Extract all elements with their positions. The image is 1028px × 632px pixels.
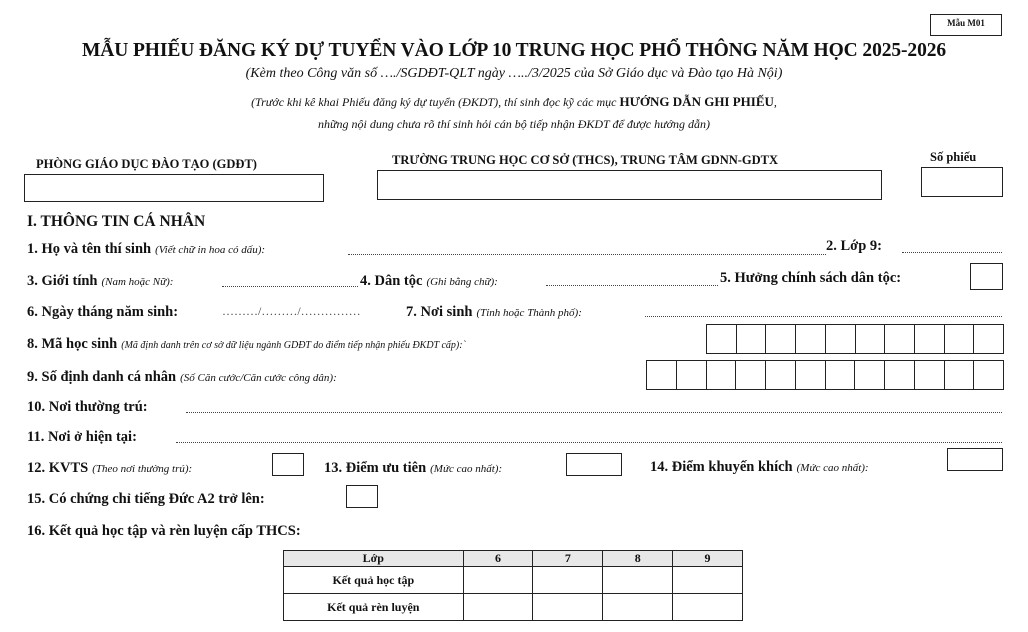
field-15-checkbox[interactable]: [346, 485, 378, 508]
field-1-line[interactable]: [348, 254, 826, 255]
header-cell: 7: [533, 551, 603, 567]
school-input[interactable]: [377, 170, 882, 200]
field-14-title: 14. Điểm khuyến khích: [650, 459, 793, 475]
section-title: I. THÔNG TIN CÁ NHÂN: [27, 213, 206, 230]
school-label: TRƯỜNG TRUNG HỌC CƠ SỞ (THCS), TRUNG TÂM GDNN-GDTX: [392, 153, 779, 167]
field-13-label: [324, 459, 502, 477]
header-cell: Lớp: [284, 551, 464, 567]
instruction-bold: HƯỚNG DẪN GHI PHIẾU: [619, 94, 774, 109]
page-title: MẪU PHIẾU ĐĂNG KÝ DỰ TUYỂN VÀO LỚP 10 TRUNG HỌC PHỔ THÔNG NĂM HỌC 2025-2026: [81, 40, 947, 61]
field-3-label: [27, 272, 173, 290]
field-16-label: 16. Kết quả học tập và rèn luyện cấp THCS:: [27, 523, 301, 539]
field-14-hint: (Mức cao nhất):: [796, 462, 869, 474]
field-11-line[interactable]: [176, 442, 1002, 443]
header-cell: 9: [673, 551, 743, 567]
field-3-hint: (Nam hoặc Nữ):: [101, 276, 174, 288]
field-15-label: 15. Có chứng chỉ tiếng Đức A2 trở lên:: [27, 491, 265, 507]
field-1-hint: (Viết chữ in hoa có dấu):: [155, 244, 266, 256]
field-1-label: [27, 240, 265, 258]
header-cell: 8: [603, 551, 673, 567]
field-12-hint: (Theo nơi thường trú):: [92, 463, 193, 475]
field-7-line[interactable]: [645, 316, 1002, 317]
grade-cell[interactable]: [463, 567, 533, 594]
grade-cell[interactable]: [673, 594, 743, 621]
field-3-title: 3. Giới tính: [27, 273, 98, 289]
instruction-line2: những nội dung chưa rõ thí sinh hỏi cán bộ tiếp nhận ĐKDT để được hướng dẫn): [317, 117, 711, 131]
field-4-line[interactable]: [546, 285, 718, 286]
field-12-box[interactable]: [272, 453, 304, 476]
field-7-label: [406, 303, 582, 321]
field-8-hint: (Mã định danh trên cơ sở dữ liệu ngành GDĐT do điểm tiếp nhận phiếu ĐKDT cấp):`: [121, 340, 466, 351]
field-10-line[interactable]: [186, 412, 1002, 413]
instruction-post: ,: [773, 95, 777, 109]
pgd-label: PHÒNG GIÁO DỤC ĐÀO TẠO (GDĐT): [36, 157, 257, 171]
grade-cell[interactable]: [533, 567, 603, 594]
field-5-label: 5. Hưởng chính sách dân tộc:: [720, 270, 902, 286]
table-row: [284, 594, 743, 621]
table-row: [284, 567, 743, 594]
id-number-cells[interactable]: [646, 360, 1004, 390]
field-13-title: 13. Điểm ưu tiên: [324, 460, 427, 476]
results-table: [283, 550, 743, 621]
field-6-label: 6. Ngày tháng năm sinh:: [27, 304, 179, 320]
results-table-header: [284, 551, 743, 567]
field-2-line[interactable]: [902, 252, 1002, 253]
form-code: Mẫu M01: [947, 18, 985, 28]
field-7-hint: (Tỉnh hoặc Thành phố):: [476, 307, 582, 319]
field-1-title: 1. Họ và tên thí sinh: [27, 241, 152, 257]
field-7-title: 7. Nơi sinh: [406, 304, 473, 320]
field-9-hint: (Số Căn cước/Căn cước công dân):: [180, 372, 337, 384]
field-3-line[interactable]: [222, 286, 358, 287]
field-2-label: 2. Lớp 9:: [826, 238, 882, 254]
instruction-pre: (Trước khi kê khai Phiếu đăng ký dự tuyển (ĐKDT), thí sinh đọc kỹ các mục: [251, 95, 620, 109]
field-5-checkbox[interactable]: [970, 263, 1003, 290]
field-8-label: [27, 335, 466, 353]
field-4-hint: (Ghi bằng chữ):: [426, 276, 498, 288]
student-code-cells[interactable]: [706, 324, 1004, 354]
field-9-label: [27, 368, 337, 386]
field-4-label: [360, 272, 498, 290]
field-4-title: 4. Dân tộc: [360, 273, 423, 289]
page-subtitle: (Kèm theo Công văn số …./SGDĐT-QLT ngày …../3/2025 của Sở Giáo dục và Đào tạo Hà Nội): [245, 66, 783, 81]
field-9-title: 9. Số định danh cá nhân: [27, 369, 177, 385]
field-8-title: 8. Mã học sinh: [27, 336, 118, 352]
field-14-box[interactable]: [947, 448, 1003, 471]
field-13-box[interactable]: [566, 453, 622, 476]
field-14-label: [650, 458, 869, 476]
grade-cell[interactable]: [533, 594, 603, 621]
form-no-input[interactable]: [921, 167, 1003, 197]
grade-cell[interactable]: [603, 594, 673, 621]
pgd-input[interactable]: [24, 174, 324, 202]
field-6-date[interactable]: ………/………/……………: [222, 304, 361, 318]
field-11-label: 11. Nơi ở hiện tại:: [27, 429, 137, 445]
field-10-label: 10. Nơi thường trú:: [27, 399, 148, 415]
field-12-title: 12. KVTS: [27, 460, 89, 476]
grade-cell[interactable]: [603, 567, 673, 594]
instruction-line1: [0, 94, 1028, 110]
field-12-label: [27, 459, 192, 477]
row-label: Kết quả rèn luyện: [284, 594, 464, 621]
field-13-hint: (Mức cao nhất):: [430, 463, 503, 475]
header-cell: 6: [463, 551, 533, 567]
grade-cell[interactable]: [673, 567, 743, 594]
grade-cell[interactable]: [463, 594, 533, 621]
row-label: Kết quả học tập: [284, 567, 464, 594]
form-no-label: Số phiếu: [930, 150, 977, 164]
